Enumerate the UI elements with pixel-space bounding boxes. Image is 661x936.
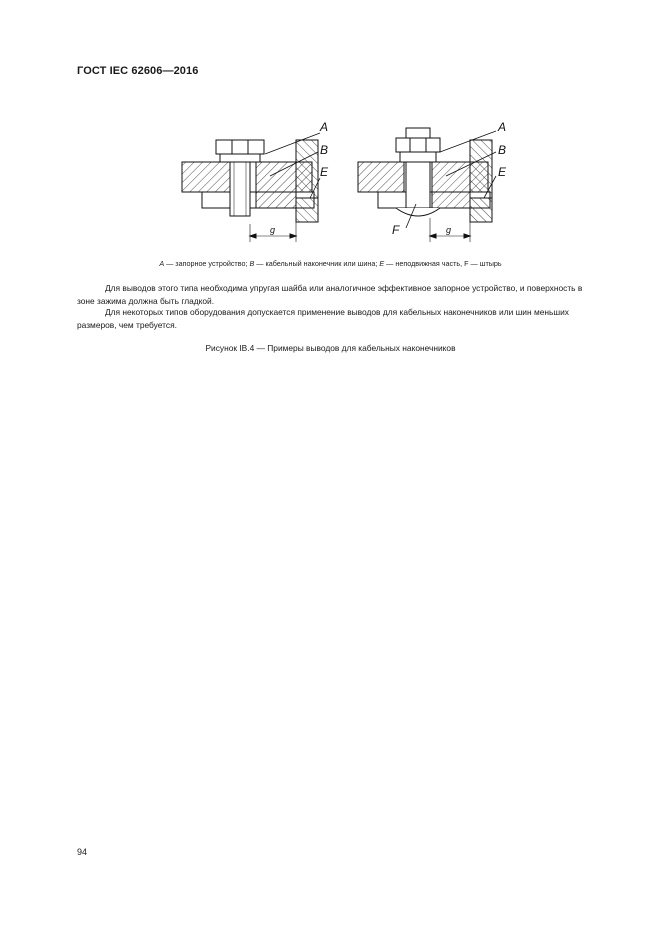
legend-key-e: E bbox=[379, 259, 385, 268]
document-header: ГОСТ IEC 62606—2016 bbox=[77, 65, 199, 77]
left-washer bbox=[220, 154, 260, 162]
left-bolt-shank bbox=[230, 162, 250, 216]
figure-caption: Рисунок IB.4 — Примеры выводов для кабельных наконечников bbox=[205, 343, 456, 353]
legend-key-a: A bbox=[159, 259, 165, 268]
left-bolt-head bbox=[216, 140, 264, 154]
right-stud bbox=[406, 162, 430, 208]
right-stud-base bbox=[396, 208, 440, 216]
left-fixed-lower bbox=[296, 198, 318, 222]
right-label-e: E bbox=[498, 165, 507, 179]
legend-text-b: — кабельный наконечник или шина; bbox=[254, 259, 380, 268]
right-terminal-view bbox=[358, 128, 496, 242]
right-stud-top bbox=[406, 128, 430, 138]
right-label-a: A bbox=[498, 120, 507, 134]
left-label-a: A bbox=[320, 120, 329, 134]
right-top-plate-left bbox=[358, 162, 404, 192]
body-paragraph-1: Для выводов этого типа необходима упругая шайба или аналогичное эффективное запорное устройство, и поверхность в зоне зажима должна быть гладкой. bbox=[77, 283, 583, 306]
legend-text-a: — запорное устройство; bbox=[164, 259, 250, 268]
right-label-g: g bbox=[446, 225, 452, 235]
body-paragraph-2: Для некоторых типов оборудования допускается применение выводов для кабельных наконечников или шин меньших размеров, чем требуется. bbox=[77, 307, 569, 330]
left-top-plate-left bbox=[182, 162, 230, 192]
right-fixed-lower bbox=[470, 198, 492, 222]
right-washer bbox=[400, 152, 436, 162]
right-label-b: B bbox=[498, 143, 507, 157]
left-label-b: B bbox=[320, 143, 329, 157]
right-lug-hatch bbox=[432, 192, 470, 208]
left-label-e: E bbox=[320, 165, 329, 179]
left-lug-hatch bbox=[256, 192, 296, 208]
left-label-g: g bbox=[270, 225, 276, 235]
figure-legend bbox=[0, 259, 661, 268]
left-terminal-view bbox=[182, 133, 320, 242]
terminal-drawing bbox=[170, 118, 510, 253]
legend-text-e: — неподвижная часть, F — штырь bbox=[384, 259, 502, 268]
legend-key-b: B bbox=[249, 259, 255, 268]
page-number: 94 bbox=[77, 847, 88, 857]
right-label-f: F bbox=[392, 223, 400, 237]
right-nut bbox=[396, 138, 440, 152]
terminal-drawing-svg bbox=[170, 118, 510, 253]
